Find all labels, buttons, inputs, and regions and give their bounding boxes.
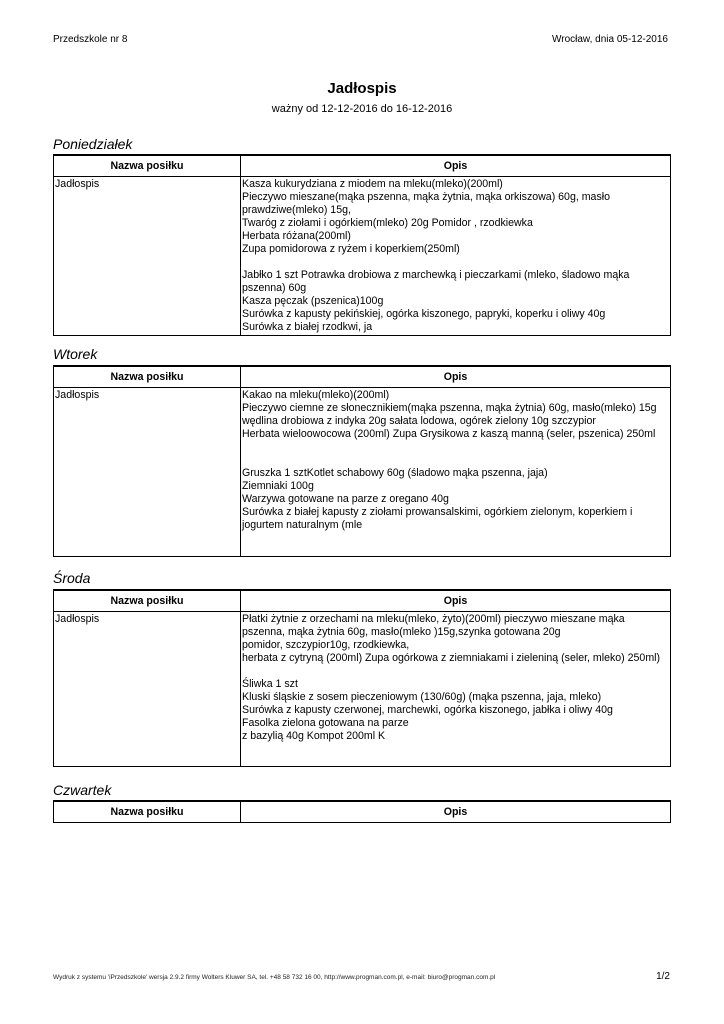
menu-table-thursday (53, 800, 671, 823)
meal-name-cell: Jadłospis (54, 612, 241, 767)
table-row (54, 177, 671, 336)
day-heading-thursday: Czwartek (53, 782, 112, 798)
column-header-description: Opis (241, 366, 671, 388)
meal-description-cell: Kasza kukurydziana z miodem na mleku(mleko)(200ml) Pieczywo mieszane(mąka pszenna, mąka żytnia, mąka orkiszowa) 60g, masło prawdziwe(mleko) 15g, Twaróg z ziołami i ogórkiem(mleko) 20g Pomidor , rzodkiewka Herbata różana(200ml) Zupa pomidorowa z ryżem i koperkiem(250ml) Jabłko 1 szt Potrawka drobiowa z marchewką i pieczarkami (mleko, śladowo mąka pszenna) 60g Kasza pęczak (pszenica)100g Surówka z kapusty pekińskiej, ogórka kiszonego, papryki, koperku i oliwy 40g Surówka z białej rzodkwi, ja (241, 177, 671, 336)
validity-period: ważny od 12-12-2016 do 16-12-2016 (271, 103, 453, 115)
menu-table-tuesday (53, 365, 671, 557)
meal-name-cell: Jadłospis (54, 177, 241, 336)
day-heading-wednesday: Środa (53, 570, 91, 586)
table-header-row (54, 590, 671, 612)
day-heading-tuesday: Wtorek (53, 346, 98, 362)
column-header-meal: Nazwa posiłku (54, 590, 241, 612)
place-date: Wrocław, dnia 05-12-2016 (552, 34, 668, 45)
school-name: Przedszkole nr 8 (53, 34, 128, 45)
page-number: 1/2 (656, 971, 670, 982)
column-header-meal: Nazwa posiłku (54, 801, 241, 823)
meal-description-cell: Płatki żytnie z orzechami na mleku(mleko, żyto)(200ml) pieczywo mieszane mąka pszenna, mąka żytnia 60g, masło(mleko )15g,szynka gotowana 20g pomidor, szczypior10g, rzodkiewka, herbata z cytryną (200ml) Zupa ogórkowa z ziemniakami i zieleniną (seler, mleko) 250ml) Śliwka 1 szt Kluski śląskie z sosem pieczeniowym (130/60g) (mąka pszenna, jaja, mleko) Surówka z kapusty czerwonej, marchewki, ogórka kiszonego, jabłka i oliwy 40g Fasolka zielona gotowana na parze z bazylią 40g Kompot 200ml K (241, 612, 671, 767)
day-heading-monday: Poniedziałek (53, 136, 133, 152)
table-header-row (54, 366, 671, 388)
column-header-description: Opis (241, 590, 671, 612)
print-footer: Wydruk z systemu 'iPrzedszkole' wersja 2.9.2 firmy Wolters Kluwer SA, tel. +48 58 732 16 00, http://www.progman.com.pl, e-mail: biuro@progman.com.pl (53, 974, 496, 981)
menu-table-wednesday (53, 589, 671, 767)
table-row (54, 612, 671, 767)
meal-description-cell: Kakao na mleku(mleko)(200ml) Pieczywo ciemne ze słonecznikiem(mąka pszenna, mąka żytnia) 60g, masło(mleko) 15g wędlina drobiowa z indyka 20g sałata lodowa, ogórek zielony 10g szczypior Herbata wieloowocowa (200ml) Zupa Grysikowa z kaszą manną (seler, pszenica) 250ml Gruszka 1 sztKotlet schabowy 60g (śladowo mąka pszenna, jaja) Ziemniaki 100g Warzywa gotowane na parze z oregano 40g Surówka z białej kapusty z ziołami prowansalskimi, ogórkiem zielonym, koperkiem i jogurtem naturalnym (mle (241, 388, 671, 557)
page-title: Jadłospis (327, 80, 397, 97)
column-header-description: Opis (241, 801, 671, 823)
meal-name-cell: Jadłospis (54, 388, 241, 557)
table-row (54, 388, 671, 557)
table-header-row (54, 155, 671, 177)
table-header-row (54, 801, 671, 823)
column-header-meal: Nazwa posiłku (54, 366, 241, 388)
column-header-description: Opis (241, 155, 671, 177)
column-header-meal: Nazwa posiłku (54, 155, 241, 177)
menu-table-monday (53, 154, 671, 336)
